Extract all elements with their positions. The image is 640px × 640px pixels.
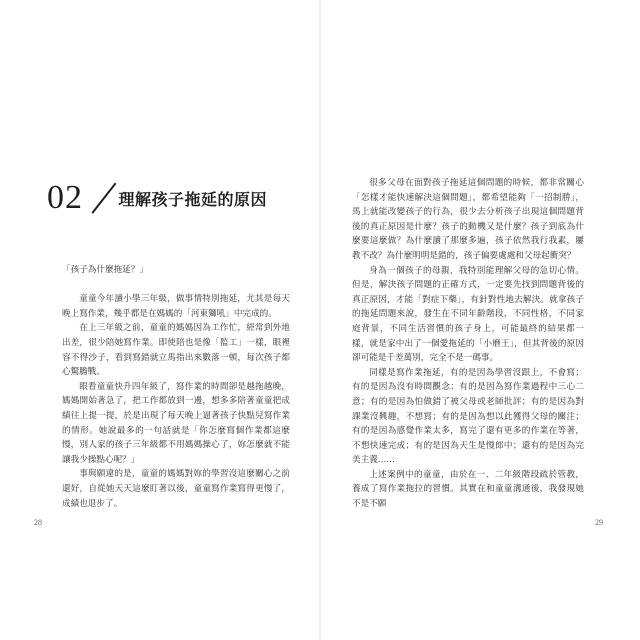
page-number: 29 <box>595 518 603 527</box>
paragraph: 眼看童童快升四年級了，寫作業的時間卻是越拖越晚，媽媽開始著急了，把工作都放到一邊，想多多陪著童童把成績往上提一提，於是出現了每天晚上逼著孩子快點兒寫作業的情形。她說最多的一句話就是「你怎麼寫個作業都這麼慢，別人家的孩子三年級都不用媽媽操心了，妳怎麼就不能讓我少操點心呢？」 <box>62 381 290 465</box>
chapter-slash-divider <box>91 183 116 214</box>
chapter-heading <box>47 178 267 218</box>
paragraph: 同樣是寫作業拖延，有的是因為學習沒跟上，不會寫；有的是因為沒有時間觀念；有的是因為寫作業過程中三心二意；有的是因為怕做錯了被父母或老師批評；有的是因為對課業沒興趣，不想寫；有的是因為想以此獲得父母的關注；有的是因為感覺作業太多，寫完了還有更多的作業在等著，不想快速完成；有的是因為天生是慢郎中；還有的是因為完美主義…… <box>352 367 584 466</box>
paragraph: 很多父母在面對孩子拖延這個問題的時候，都非常關心「怎樣才能快速解決這個問題」，都希望能夠「一招制勝」，馬上就能改變孩子的行為，很少去分析孩子出現這個問題背後的真正原因是什麼？孩子的動機又是什麼？孩子到底為什麼要這麼做？為什麼讀了那麼多遍，孩子依然我行我素，屢教不改？為什麼明明是錯的，孩子偏要處處和父母起衝突？ <box>352 178 584 261</box>
chapter-title: 理解孩子拖延的原因 <box>118 189 268 209</box>
paragraph: 童童今年讀小學三年級，做事情特別拖延，尤其是每天晚上寫作業，幾乎都是在媽媽的「河東獅吼」中完成的。 <box>62 294 290 319</box>
section-question: 「孩子為什麼拖延？」 <box>62 265 148 275</box>
paragraph: 事與願違的是，童童的媽媽對妳的學習沒這麼關心之前還好，自從她天天這麼盯著以後，童童寫作業寫得更慢了，成績也退步了。 <box>62 469 290 509</box>
paragraph: 身為一個孩子的母親，我特別能理解父母的急切心情。但是，解決孩子問題的正確方式，一定要先找到問題背後的真正原因，才能「對症下藥」，有針對性地去解決。就拿孩子的拖延問題來說，發生在不同年齡階段，不同性格，不同家庭背景，不同生活習慣的孩子身上，可能最終的結果都一樣，就是家中出了一個愛拖延的「小磨王」，但其背後的原因卻可能是千差萬別，完全不是一碼事。 <box>352 265 584 364</box>
paragraph: 在上三年級之前，童童的媽媽因為工作忙，經常到外地出差，很少陪她寫作業。即使陪也是像「監工」一樣，眼裡容不得沙子，看到寫錯就立馬指出來數落一頓，每次孩子都心驚膽戰。 <box>62 323 290 378</box>
left-body-text <box>62 263 290 511</box>
page-number: 28 <box>34 518 42 527</box>
chapter-number: 02 <box>47 179 83 216</box>
paragraph: 上述案例中的童童，由於在一、二年級階段疏於管教，養成了寫作業拖拉的習慣。其實在和童童溝通後，我發現她不是不願 <box>352 469 584 510</box>
right-body-text <box>352 176 584 512</box>
right-page <box>320 0 640 640</box>
